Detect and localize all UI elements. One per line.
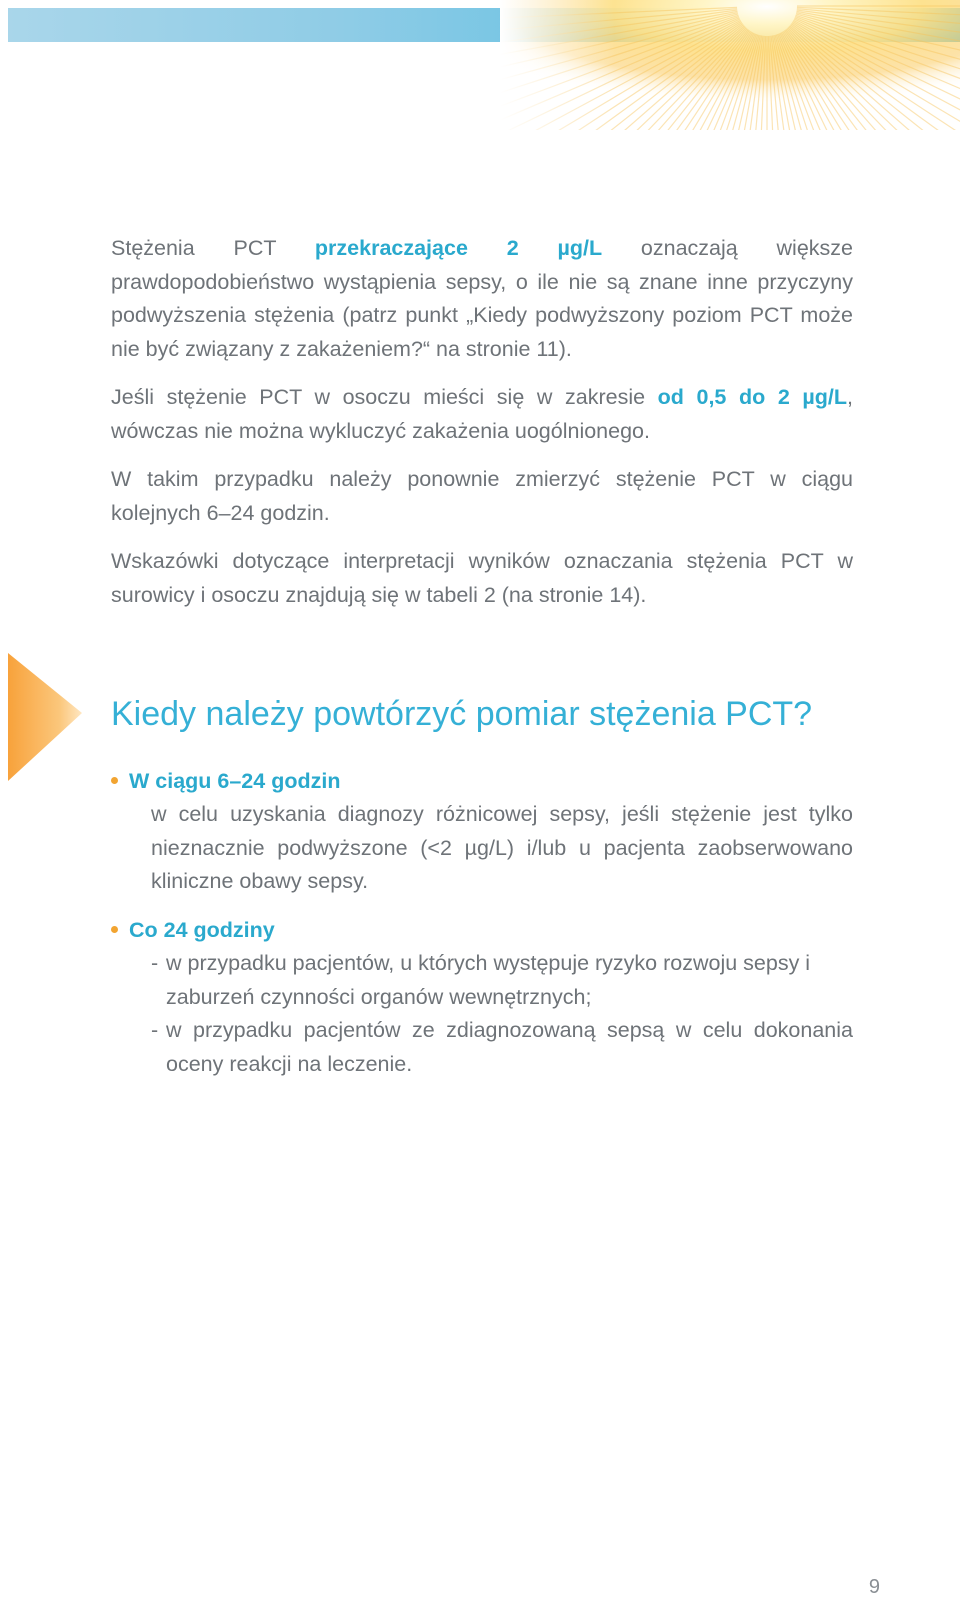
dash-item-1: - w przypadku pacjentów, u których występuje ryzyko rozwoju sepsy i zaburzeń czynności organów wewnętrznych; bbox=[151, 951, 811, 1009]
page-number: 9 bbox=[868, 1576, 880, 1598]
bullet-title-1: W ciągu 6–24 godzin bbox=[111, 765, 853, 798]
dash-item-2: - w przypadku pacjentów ze zdiagnozowaną sepsą w celu dokonania oceny reakcji na leczenie. bbox=[151, 1018, 853, 1076]
bullet-title-2: Co 24 godziny bbox=[111, 914, 853, 947]
dash-list bbox=[151, 947, 853, 1081]
highlight-threshold: przekraczające 2 µg/L bbox=[314, 236, 603, 260]
paragraph-2: Jeśli stężenie PCT w osoczu mieści się w zakresie od 0,5 do 2 µg/L, wówczas nie można wykluczyć zakażenia uogólnionego. bbox=[111, 385, 853, 443]
body-text bbox=[111, 232, 853, 627]
highlight-range: od 0,5 do 2 µg/L bbox=[657, 385, 848, 409]
paragraph-3: W takim przypadku należy ponownie zmierzyć stężenie PCT w ciągu kolejnych 6–24 godzin. bbox=[111, 467, 853, 525]
section-heading: Kiedy należy powtórzyć pomiar stężenia PCT? bbox=[111, 695, 813, 733]
paragraph-4: Wskazówki dotyczące interpretacji wyników oznaczania stężenia PCT w surowicy i osoczu znajdują się w tabeli 2 (na stronie 14). bbox=[111, 549, 853, 607]
bullet-text-1: w celu uzyskania diagnozy różnicowej sepsy, jeśli stężenie jest tylko nieznacznie podwyższone (<2 µg/L) i/lub u pacjenta zaobserwowano kliniczne obawy sepsy. bbox=[151, 802, 853, 893]
sunburst-decoration bbox=[500, 0, 960, 130]
paragraph-1: Stężenia PCT przekraczające 2 µg/L oznaczają większe prawdopodobieństwo wystąpienia sepsy, o ile nie są znane inne przyczyny podwyższenia stężenia (patrz punkt „Kiedy podwyższony poziom PCT może nie być związany z zakażeniem?“ na stronie 11). bbox=[111, 236, 854, 361]
bullet-item-2 bbox=[111, 914, 853, 1081]
section-arrow-icon bbox=[8, 653, 82, 781]
bullet-item-1 bbox=[111, 765, 853, 899]
